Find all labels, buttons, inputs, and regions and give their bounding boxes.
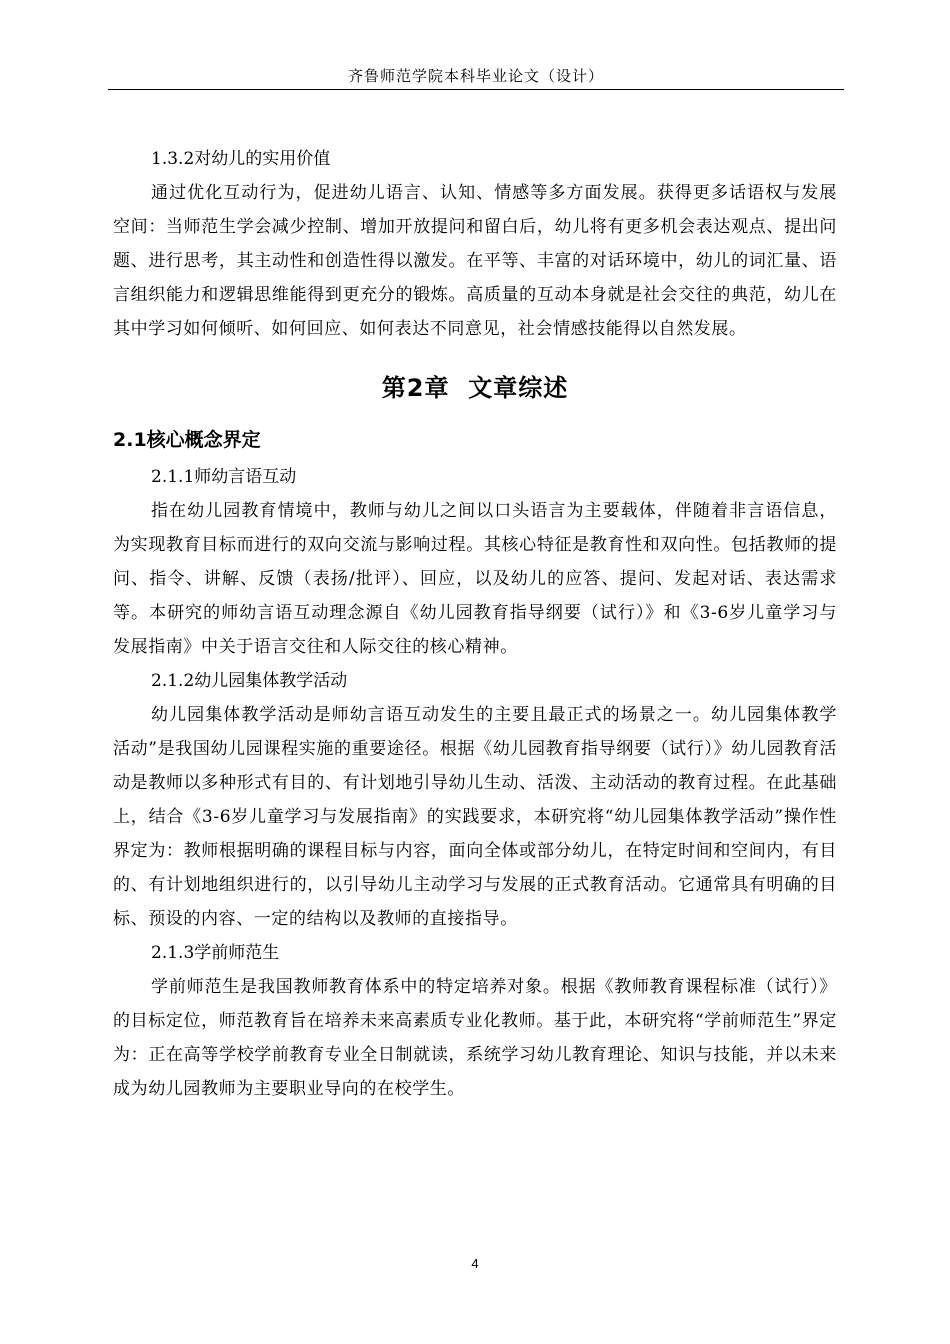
- paragraph-2-1-2: 幼儿园集体教学活动是师幼言语互动发生的主要且最正式的场景之一。幼儿园集体教学活动”是我国幼儿园课程实施的重要途径。根据《幼儿园教育指导纲要（试行）》幼儿园教育活动是教师以多种形式有目的、有计划地引导幼儿生动、活泼、主动活动的教育过程。在此基础上，结合《3-6岁儿童学习与发展指南》的实践要求，本研究将“幼儿园集体教学活动”操作性界定为：教师根据明确的课程目标与内容，面向全体或部分幼儿，在特定时间和空间内，有目的、有计划地组织进行的，以引导幼儿主动学习与发展的正式教育活动。它通常具有明确的目标、预设的内容、一定的结构以及教师的直接指导。: [113, 705, 837, 929]
- paragraph-2-1-3: 学前师范生是我国教师教育体系中的特定培养对象。根据《教师教育课程标准（试行）》的目标定位，师范教育旨在培养未来高素质专业化教师。基于此，本研究将“学前师范生”界定为：正在高等学校学前教育专业全日制就读，系统学习幼儿教育理论、知识与技能，并以未来成为幼儿园教师为主要职业导向的在校学生。: [113, 977, 837, 1099]
- running-header: 齐鲁师范学院本科毕业论文（设计）: [347, 67, 604, 85]
- paragraph-2-1-1: 指在幼儿园教育情境中，教师与幼儿之间以口头语言为主要载体，伴随着非言语信息，为实现教育目标而进行的双向交流与影响过程。其核心特征是教育性和双向性。包括教师的提问、指令、讲解、反馈（表扬/批评）、回应，以及幼儿的应答、提问、发起对话、表达需求等。本研究的师幼言语互动理念源自《幼儿园教育指导纲要（试行）》和《3-6岁儿童学习与发展指南》中关于语言交往和人际交往的核心精神。: [113, 501, 837, 657]
- header-rule: [108, 89, 844, 90]
- subsection-heading-1-3-2: 1.3.2对幼儿的实用价值: [151, 149, 331, 169]
- subsection-heading-2-1-3: 2.1.3学前师范生: [151, 943, 280, 963]
- page-body: [113, 142, 837, 1106]
- subsection-heading-2-1-2: 2.1.2幼儿园集体教学活动: [151, 671, 348, 691]
- chapter-title: 第2章 文章综述: [381, 374, 569, 402]
- page-number: 4: [471, 1256, 479, 1271]
- paragraph-1-3-2: 通过优化互动行为，促进幼儿语言、认知、情感等多方面发展。获得更多话语权与发展空间：当师范生学会减少控制、增加开放提问和留白后，幼儿将有更多机会表达观点、提出问题、进行思考，其主动性和创造性得以激发。在平等、丰富的对话环境中，幼儿的词汇量、语言组织能力和逻辑思维能得到更充分的锻炼。高质量的互动本身就是社会交往的典范，幼儿在其中学习如何倾听、如何回应、如何表达不同意见，社会情感技能得以自然发展。: [113, 183, 837, 339]
- section-heading-2-1: 2.1核心概念界定: [113, 429, 261, 451]
- subsection-heading-2-1-1: 2.1.1师幼言语互动: [151, 467, 297, 487]
